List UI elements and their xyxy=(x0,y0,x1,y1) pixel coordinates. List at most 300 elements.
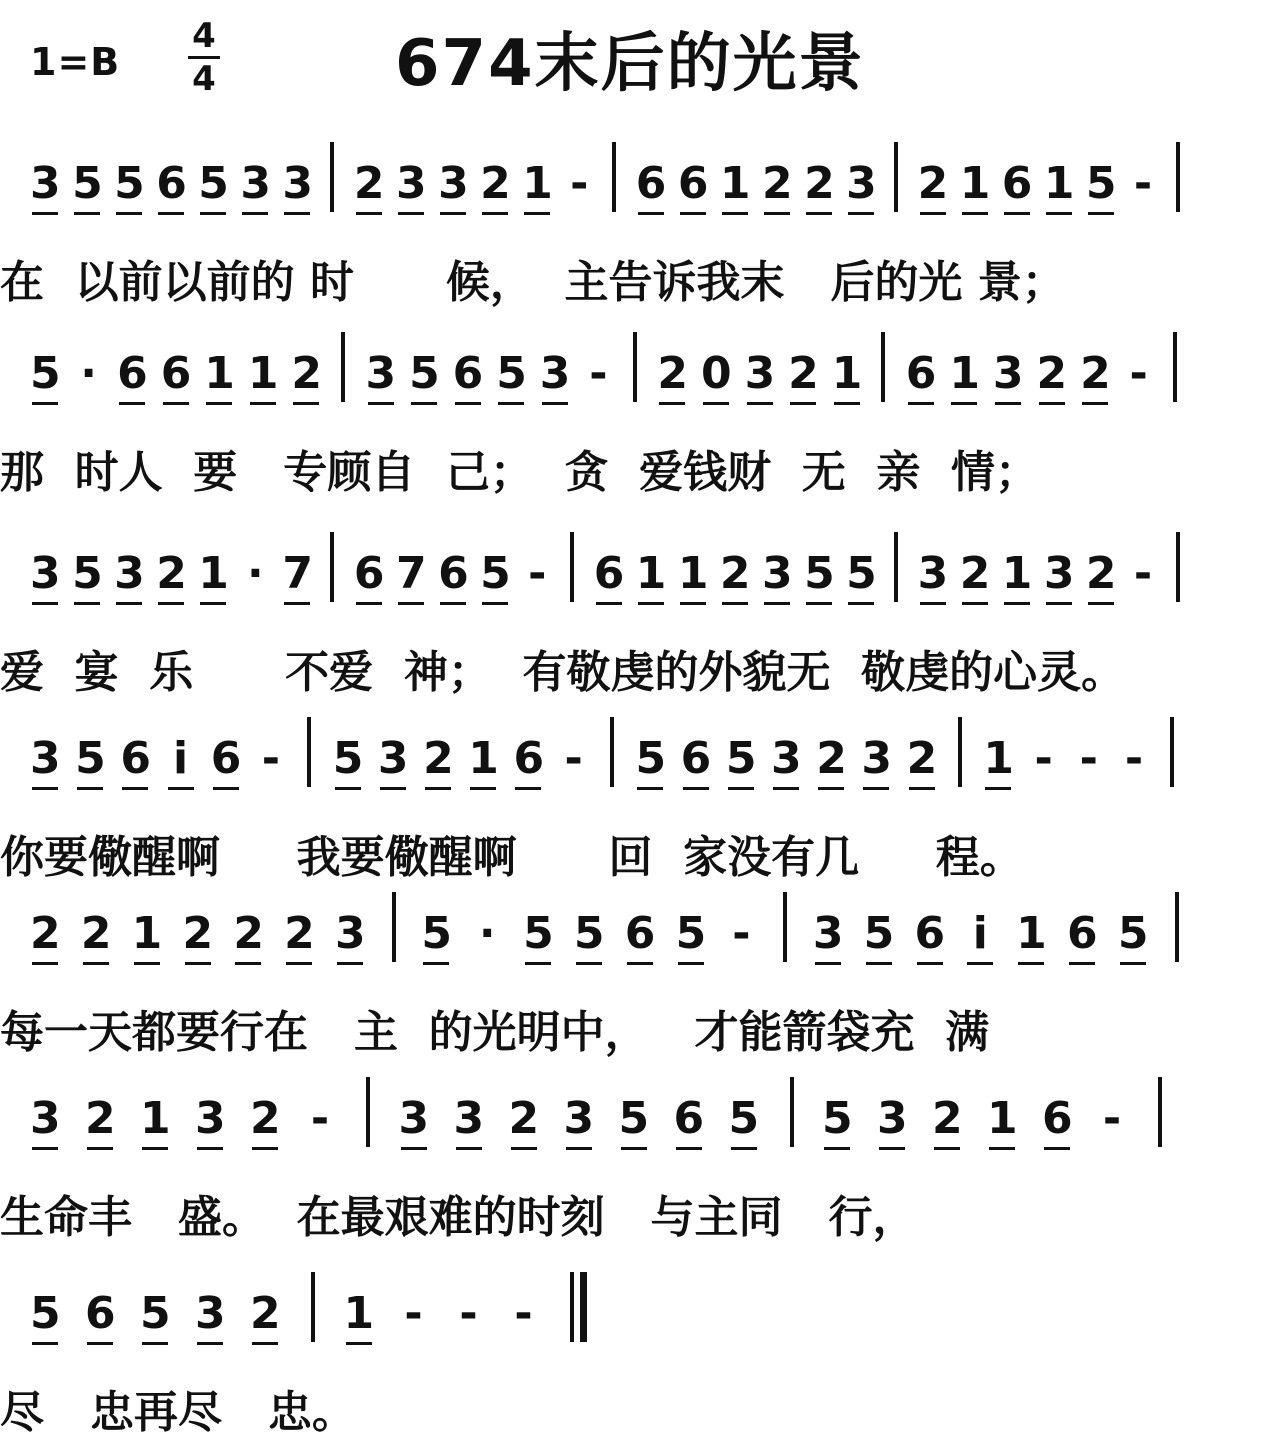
barline xyxy=(341,332,345,402)
underline xyxy=(32,787,58,790)
notes-row xyxy=(0,540,1280,600)
barline xyxy=(1170,717,1174,787)
underline xyxy=(1069,962,1095,965)
underline xyxy=(879,1147,905,1150)
note: 3 xyxy=(114,548,145,599)
underline xyxy=(920,212,946,215)
underline xyxy=(200,212,226,215)
underline xyxy=(1018,962,1044,965)
note: 5 xyxy=(1085,158,1117,209)
note: 2 xyxy=(353,158,385,209)
note: 6 xyxy=(120,733,151,784)
note: 1 xyxy=(131,908,163,959)
underline xyxy=(83,962,109,965)
note: 1 xyxy=(343,1288,375,1339)
underline xyxy=(87,1342,113,1345)
underline xyxy=(525,962,551,965)
note: 3 xyxy=(335,908,366,959)
note: 6 xyxy=(513,733,545,784)
note: 5 xyxy=(728,1093,760,1144)
barline xyxy=(783,892,787,962)
underline xyxy=(250,402,276,405)
underline xyxy=(482,602,508,605)
underline xyxy=(356,212,382,215)
underline xyxy=(764,212,790,215)
dash-note: - xyxy=(1133,158,1153,209)
note: 1 xyxy=(987,1093,1018,1144)
lyrics-line: 那 时人 要 专顾自 己； 贪 爱钱财 无 亲 情； xyxy=(0,447,1040,498)
underline xyxy=(722,212,748,215)
underline xyxy=(284,212,310,215)
underline xyxy=(806,212,832,215)
underline xyxy=(908,402,934,405)
dash-note: - xyxy=(564,733,583,784)
underline xyxy=(455,402,481,405)
note: 3 xyxy=(762,548,793,599)
barline xyxy=(307,717,311,787)
underline xyxy=(116,602,142,605)
dash-note: - xyxy=(404,1288,423,1339)
note: 3 xyxy=(453,1093,485,1144)
underline xyxy=(951,402,977,405)
note: 1 xyxy=(959,158,991,209)
note: 5 xyxy=(30,1288,61,1339)
note: 3 xyxy=(812,908,844,959)
note: 6 xyxy=(677,158,709,209)
note: 3 xyxy=(30,1093,61,1144)
note: 5 xyxy=(804,548,835,599)
note: 6 xyxy=(635,158,667,209)
underline xyxy=(252,1342,278,1345)
note: 5 xyxy=(409,348,440,399)
barline xyxy=(311,1272,315,1342)
underline xyxy=(1004,602,1030,605)
underline xyxy=(863,787,889,790)
note: 3 xyxy=(1043,548,1075,599)
underline xyxy=(398,602,424,605)
note: 3 xyxy=(771,733,802,784)
note: 1 xyxy=(677,548,709,599)
underline xyxy=(482,212,508,215)
underline xyxy=(962,212,988,215)
note: 6 xyxy=(905,348,937,399)
underline xyxy=(747,402,773,405)
note: 5 xyxy=(863,908,895,959)
note: 2 xyxy=(250,1288,281,1339)
note: 5 xyxy=(480,548,511,599)
note: 5 xyxy=(846,548,877,599)
underline xyxy=(1004,212,1030,215)
underline xyxy=(32,212,58,215)
underline xyxy=(423,962,449,965)
barline xyxy=(612,142,616,212)
dash-note: - xyxy=(1129,348,1148,399)
underline xyxy=(242,212,268,215)
note: i xyxy=(173,733,189,784)
barline xyxy=(894,532,898,602)
underline xyxy=(818,787,844,790)
underline xyxy=(985,787,1011,790)
note: 2 xyxy=(816,733,847,784)
note: 3 xyxy=(30,158,61,209)
dash-note: - xyxy=(459,1288,478,1339)
underline xyxy=(515,787,541,790)
underline xyxy=(848,212,874,215)
underline xyxy=(32,602,58,605)
underline xyxy=(470,787,496,790)
note: 2 xyxy=(719,548,751,599)
underline xyxy=(168,787,194,790)
note: 1 xyxy=(204,348,235,399)
underline xyxy=(200,602,226,605)
barline xyxy=(570,1272,574,1342)
note: 2 xyxy=(508,1093,540,1144)
barline xyxy=(1173,332,1177,402)
dash-note: - xyxy=(1034,733,1053,784)
note: 2 xyxy=(959,548,991,599)
underline xyxy=(440,212,466,215)
note: 6 xyxy=(438,548,469,599)
lyrics-line: 在 以前以前的 时 候， 主告诉我末 后的光 景； xyxy=(0,257,1066,308)
underline xyxy=(368,402,394,405)
underline xyxy=(728,787,754,790)
note: 1 xyxy=(1016,908,1047,959)
barline xyxy=(1175,892,1179,962)
underline xyxy=(576,962,602,965)
time-top: 4 xyxy=(192,16,216,56)
underline xyxy=(456,1147,482,1150)
note: 3 xyxy=(396,158,427,209)
underline xyxy=(346,1342,372,1345)
dash-note: - xyxy=(1133,548,1153,599)
underline xyxy=(866,962,892,965)
note: 2 xyxy=(291,348,323,399)
underline xyxy=(380,787,406,790)
note: 6 xyxy=(914,908,946,959)
barline xyxy=(633,332,637,402)
underline xyxy=(142,1147,168,1150)
underline xyxy=(1039,402,1065,405)
note: 1 xyxy=(635,548,667,599)
underline xyxy=(401,1147,427,1150)
underline xyxy=(596,602,622,605)
note: 2 xyxy=(250,1093,281,1144)
note: 6 xyxy=(156,158,187,209)
underline xyxy=(498,402,524,405)
notes-row xyxy=(0,1280,1280,1340)
lyrics-line: 生命丰 盛。 在最艰难的时刻 与主同 行， xyxy=(0,1192,917,1243)
note: 3 xyxy=(377,733,409,784)
lyrics-line: 你要儆醒啊 我要儆醒啊 回 家没有几 程。 xyxy=(0,832,1024,883)
note: 2 xyxy=(182,908,214,959)
underline xyxy=(356,602,382,605)
note: 5 xyxy=(523,908,554,959)
underline xyxy=(1046,602,1072,605)
underline xyxy=(77,787,103,790)
barline xyxy=(894,142,898,212)
dash-note: - xyxy=(514,1288,533,1339)
note: 3 xyxy=(846,158,877,209)
barline xyxy=(958,717,962,787)
note: 2 xyxy=(762,158,793,209)
notes-row xyxy=(0,340,1280,400)
note: 1 xyxy=(1043,158,1075,209)
note: 2 xyxy=(906,733,938,784)
note: 6 xyxy=(353,548,385,599)
note: 1 xyxy=(198,548,229,599)
note: 3 xyxy=(992,348,1024,399)
note: 5 xyxy=(72,548,103,599)
dash-note: - xyxy=(1102,1093,1122,1144)
note: 6 xyxy=(117,348,148,399)
barline xyxy=(1176,142,1180,212)
note: 1 xyxy=(719,158,751,209)
barline xyxy=(790,1077,794,1147)
barline xyxy=(366,1077,370,1147)
underline xyxy=(1088,602,1114,605)
note: 6 xyxy=(160,348,192,399)
note: 3 xyxy=(30,548,61,599)
note: · xyxy=(246,548,264,599)
note: 2 xyxy=(284,908,315,959)
note: 5 xyxy=(496,348,527,399)
underline xyxy=(158,212,184,215)
barline xyxy=(392,892,396,962)
note: 5 xyxy=(198,158,229,209)
lyrics-line: 每一天都要行在 主 的光明中， 才能箭袋充 满 xyxy=(0,1007,990,1058)
underline xyxy=(1082,402,1108,405)
note: 5 xyxy=(114,158,145,209)
underline xyxy=(74,212,100,215)
note: 6 xyxy=(673,1093,705,1144)
key-signature: 1=B xyxy=(30,40,121,84)
note: 6 xyxy=(85,1288,116,1339)
note: 2 xyxy=(423,733,454,784)
note: 3 xyxy=(744,348,776,399)
underline xyxy=(934,1147,960,1150)
note: 1 xyxy=(140,1093,171,1144)
note: 1 xyxy=(949,348,980,399)
note: 5 xyxy=(675,908,707,959)
note: 2 xyxy=(1080,348,1111,399)
underline xyxy=(286,962,312,965)
note: · xyxy=(80,348,97,399)
note: 3 xyxy=(365,348,397,399)
underline xyxy=(116,212,142,215)
underline xyxy=(1088,212,1114,215)
song-title: 674末后的光景 xyxy=(395,27,865,101)
underline xyxy=(87,1147,113,1150)
note: 3 xyxy=(30,733,61,784)
underline xyxy=(293,402,319,405)
note: 7 xyxy=(396,548,427,599)
note: 5 xyxy=(75,733,106,784)
underline xyxy=(524,212,550,215)
note: 6 xyxy=(1067,908,1098,959)
note: 6 xyxy=(593,548,625,599)
underline xyxy=(824,1147,850,1150)
note: 1 xyxy=(468,733,499,784)
note: 3 xyxy=(861,733,893,784)
underline xyxy=(773,787,799,790)
underline xyxy=(185,962,211,965)
note: 3 xyxy=(282,158,314,209)
underline xyxy=(989,1147,1015,1150)
notes-row xyxy=(0,150,1280,210)
barline xyxy=(1176,532,1180,602)
underline xyxy=(627,962,653,965)
underline xyxy=(834,402,860,405)
note: i xyxy=(972,908,988,959)
underline xyxy=(1046,212,1072,215)
underline xyxy=(32,1147,58,1150)
note: 2 xyxy=(804,158,835,209)
note: 5 xyxy=(725,733,757,784)
note: 0 xyxy=(701,348,732,399)
dash-note: - xyxy=(732,908,751,959)
lyrics-line: 尽 忠再尽 忠。 xyxy=(0,1387,356,1438)
underline xyxy=(676,1147,702,1150)
note: 5 xyxy=(618,1093,650,1144)
underline xyxy=(731,1147,757,1150)
underline xyxy=(962,602,988,605)
note: 3 xyxy=(539,348,571,399)
underline xyxy=(680,602,706,605)
note: 2 xyxy=(1036,348,1068,399)
underline xyxy=(683,787,709,790)
underline xyxy=(566,1147,592,1150)
underline xyxy=(920,602,946,605)
note: 6 xyxy=(452,348,484,399)
note: 2 xyxy=(156,548,187,599)
note: 3 xyxy=(240,158,271,209)
underline xyxy=(119,402,145,405)
dash-note: - xyxy=(589,348,608,399)
underline xyxy=(680,212,706,215)
underline xyxy=(197,1147,223,1150)
note: 1 xyxy=(1001,548,1033,599)
note: 2 xyxy=(85,1093,116,1144)
note: 5 xyxy=(1117,908,1149,959)
underline xyxy=(621,1147,647,1150)
underline xyxy=(122,787,148,790)
note: 2 xyxy=(233,908,264,959)
dash-note: - xyxy=(1079,733,1098,784)
note: 2 xyxy=(1085,548,1117,599)
underline xyxy=(848,602,874,605)
barline xyxy=(610,717,614,787)
underline xyxy=(511,1147,537,1150)
underline xyxy=(284,602,310,605)
note: 1 xyxy=(247,348,279,399)
note: 3 xyxy=(398,1093,430,1144)
underline xyxy=(32,1342,58,1345)
note: 6 xyxy=(210,733,242,784)
note: 3 xyxy=(917,548,949,599)
note: 5 xyxy=(140,1288,171,1339)
dash-note: - xyxy=(261,733,281,784)
underline xyxy=(967,962,993,965)
underline xyxy=(197,1342,223,1345)
underline xyxy=(337,962,363,965)
underline xyxy=(815,962,841,965)
underline xyxy=(398,212,424,215)
note: 5 xyxy=(421,908,453,959)
dash-note: - xyxy=(570,158,589,209)
note: 7 xyxy=(282,548,314,599)
note: 2 xyxy=(917,158,949,209)
notes-row xyxy=(0,725,1280,785)
underline xyxy=(1120,962,1146,965)
note: 3 xyxy=(438,158,469,209)
note: 2 xyxy=(657,348,689,399)
underline xyxy=(1044,1147,1070,1150)
underline xyxy=(659,402,685,405)
underline xyxy=(335,787,361,790)
barline xyxy=(1158,1077,1162,1147)
note: 3 xyxy=(195,1288,226,1339)
note: 2 xyxy=(788,348,819,399)
underline xyxy=(32,402,58,405)
underline xyxy=(74,602,100,605)
underline xyxy=(213,787,239,790)
underline xyxy=(638,212,664,215)
underline xyxy=(637,787,663,790)
note: · xyxy=(478,908,496,959)
underline xyxy=(722,602,748,605)
note: 5 xyxy=(332,733,364,784)
underline xyxy=(252,1147,278,1150)
dash-note: - xyxy=(528,548,547,599)
note: 2 xyxy=(480,158,511,209)
underline xyxy=(764,602,790,605)
time-bottom: 4 xyxy=(192,59,216,99)
barline xyxy=(570,532,574,602)
barline xyxy=(330,532,334,602)
underline xyxy=(542,402,568,405)
underline xyxy=(32,962,58,965)
note: 2 xyxy=(80,908,112,959)
underline xyxy=(790,402,816,405)
note: 6 xyxy=(680,733,712,784)
underline xyxy=(206,402,232,405)
note: 1 xyxy=(983,733,1015,784)
underline xyxy=(995,402,1021,405)
note: 5 xyxy=(635,733,667,784)
underline xyxy=(163,402,189,405)
time-signature xyxy=(188,18,220,97)
underline xyxy=(235,962,261,965)
barline xyxy=(330,142,334,212)
underline xyxy=(638,602,664,605)
underline xyxy=(440,602,466,605)
note: 6 xyxy=(1042,1093,1073,1144)
note: 1 xyxy=(831,348,863,399)
note: 5 xyxy=(822,1093,853,1144)
notes-row xyxy=(0,900,1280,960)
underline xyxy=(425,787,451,790)
dash-note: - xyxy=(310,1093,330,1144)
notes-row xyxy=(0,1085,1280,1145)
note: 6 xyxy=(624,908,656,959)
note: 5 xyxy=(72,158,103,209)
note: 5 xyxy=(573,908,605,959)
note: 5 xyxy=(30,348,61,399)
final-barline xyxy=(580,1272,587,1342)
note: 2 xyxy=(932,1093,963,1144)
underline xyxy=(142,1342,168,1345)
underline xyxy=(411,402,437,405)
